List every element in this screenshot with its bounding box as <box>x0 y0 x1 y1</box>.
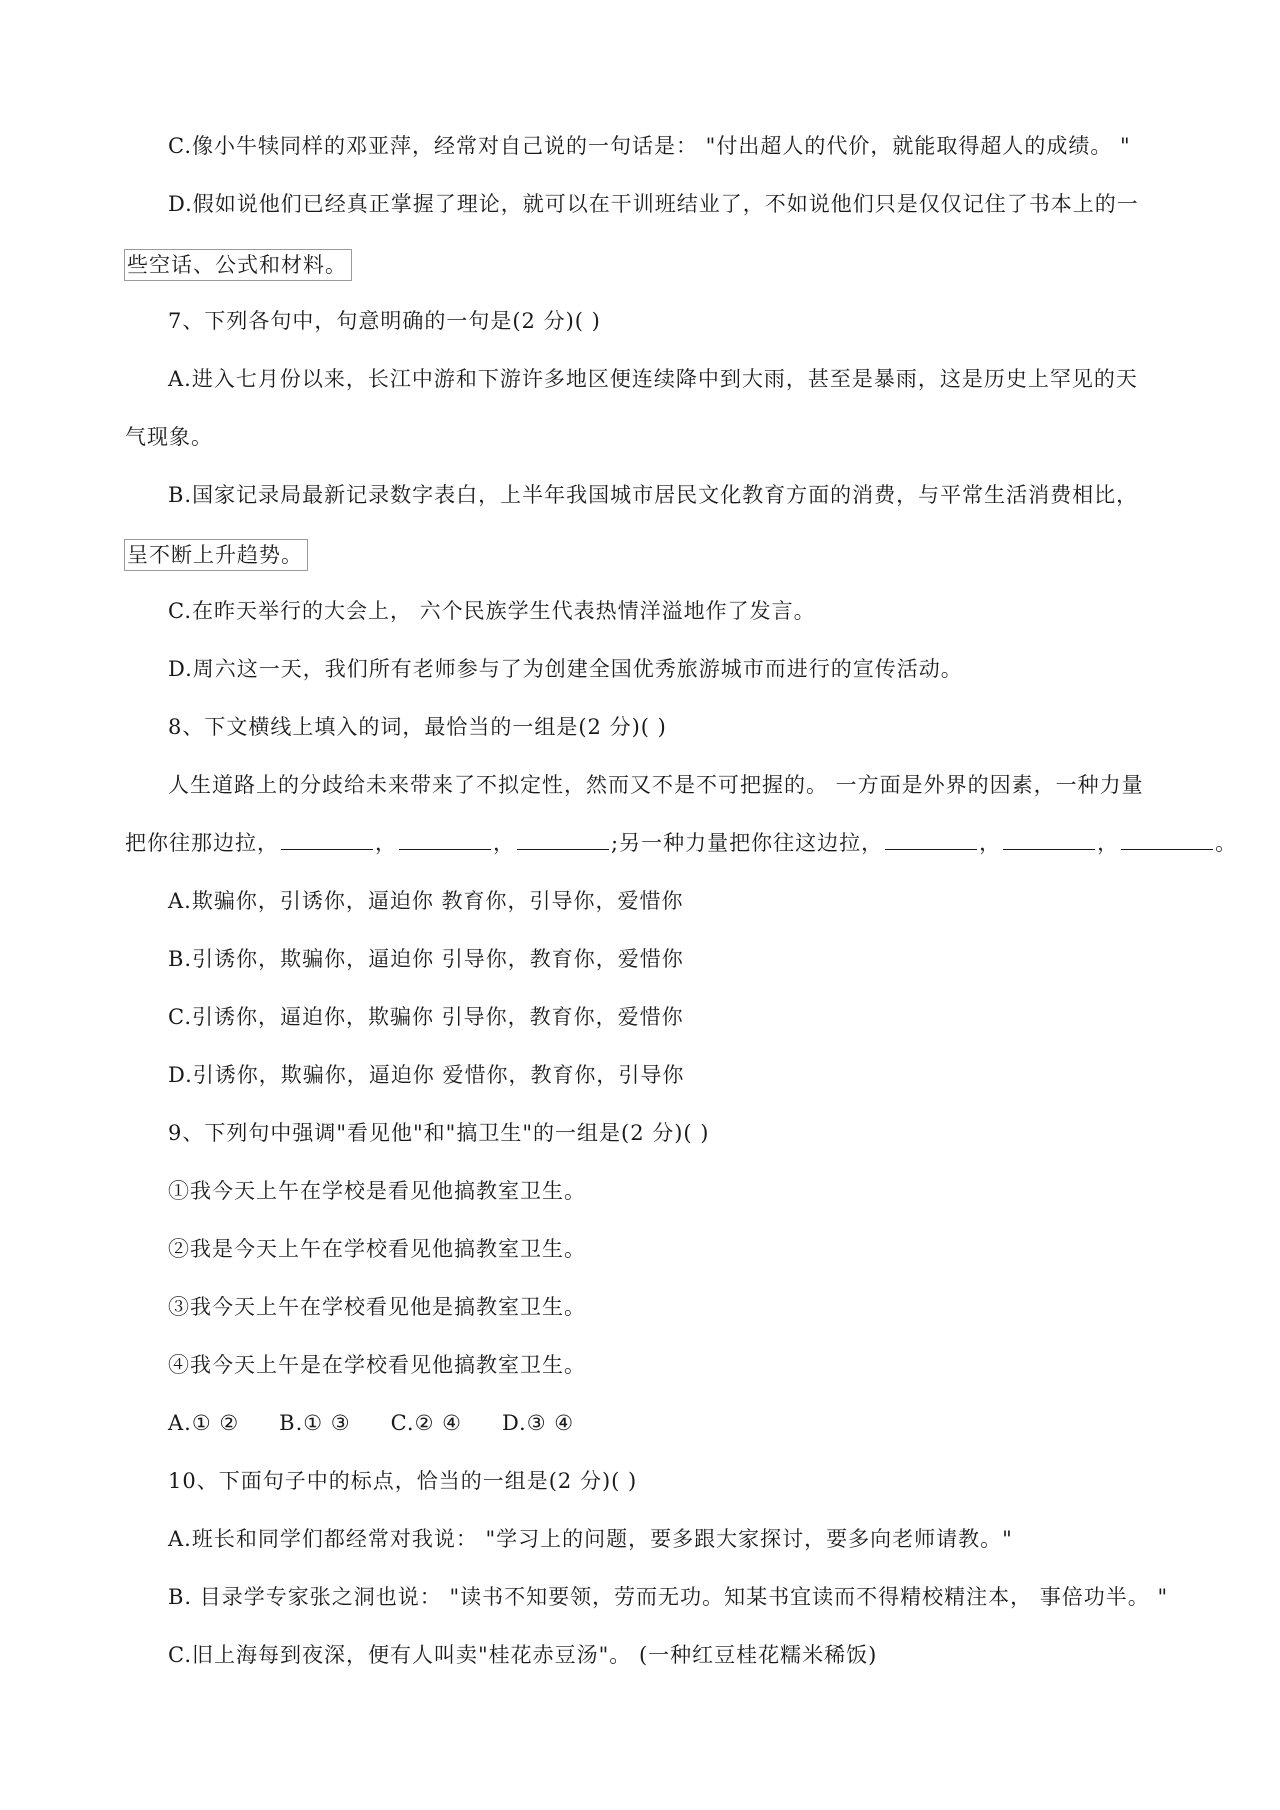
answer-blank-6[interactable] <box>1121 829 1213 850</box>
q7-option-a-line1: A.进入七月份以来，长江中游和下游许多地区便连续降中到大雨，甚至是暴雨，这是历史上罕见的天 <box>168 367 1138 391</box>
answer-blank-1[interactable] <box>281 829 373 850</box>
q6-option-d-line1: D.假如说他们已经真正掌握了理论，就可以在干训班结业了，不如说他们只是仅仅记住了书本上的一 <box>168 192 1139 216</box>
q8-option-b: B.引诱你，欺骗你，逼迫你 引导你，教育你，爱惜你 <box>168 947 684 971</box>
q8-passage-text: 把你往那边拉， <box>125 831 279 855</box>
q10-option-a: A.班长和同学们都经常对我说： "学习上的问题，要多跟大家探讨，要多向老师请教。" <box>168 1527 1013 1551</box>
q8-option-a: A.欺骗你，引诱你，逼迫你 教育你，引导你，爱惜你 <box>168 889 684 913</box>
q9-option-a: A.① ② <box>168 1411 240 1435</box>
period: 。 <box>1215 831 1238 855</box>
q7-option-a-line2: 气现象。 <box>125 425 213 449</box>
q9-options <box>168 1409 574 1437</box>
q10-option-c: C.旧上海每到夜深，便有人叫卖"桂花赤豆汤"。 (一种红豆桂花糯米稀饭) <box>168 1643 878 1667</box>
q9-option-c: C.② ④ <box>390 1411 462 1435</box>
answer-blank-3[interactable] <box>517 829 609 850</box>
q8-stem: 8、下文横线上填入的词，最恰当的一组是(2 分)( ) <box>168 715 667 739</box>
q10-option-b: B. 目录学专家张之洞也说： "读书不知要领，劳而无功。知某书宜读而不得精校精注本， 事倍功半。 " <box>168 1585 1169 1609</box>
q9-sentence-1: ①我今天上午在学校是看见他搞教室卫生。 <box>168 1179 586 1203</box>
q8-passage-text-2: ;另一种力量把你往这边拉， <box>611 831 884 855</box>
q8-option-c: C.引诱你，逼迫你，欺骗你 引导你，教育你，爱惜你 <box>168 1005 684 1029</box>
q9-stem: 9、下列句中强调"看见他"和"搞卫生"的一组是(2 分)( ) <box>168 1121 710 1145</box>
q7-option-b-line2: 呈不断上升趋势。 <box>124 539 308 571</box>
q9-option-d: D.③ ④ <box>501 1411 575 1435</box>
q7-option-b-line1: B.国家记录局最新记录数字表白，上半年我国城市居民文化教育方面的消费，与平常生活消费相比， <box>168 483 1139 507</box>
comma: ， <box>493 831 515 855</box>
q7-stem: 7、下列各句中，句意明确的一句是(2 分)( ) <box>168 309 601 333</box>
q6-option-d-line2: 些空话、公式和材料。 <box>124 249 352 281</box>
q7-option-d: D.周六这一天，我们所有老师参与了为创建全国优秀旅游城市而进行的宣传活动。 <box>168 657 963 681</box>
q9-option-b: B.① ③ <box>279 1411 351 1435</box>
answer-blank-4[interactable] <box>885 829 977 850</box>
comma: ， <box>1097 831 1120 855</box>
q9-sentence-3: ③我今天上午在学校看见他是搞教室卫生。 <box>168 1295 586 1319</box>
q6-option-c: C.像小牛犊同样的邓亚萍，经常对自己说的一句话是： "付出超人的代价，就能取得超人的成绩。 " <box>168 134 1131 158</box>
answer-blank-5[interactable] <box>1003 829 1095 850</box>
q8-option-d: D.引诱你，欺骗你，逼迫你 爱惜你，教育你，引导你 <box>168 1063 685 1087</box>
answer-blank-2[interactable] <box>399 829 491 850</box>
q8-passage-line2 <box>125 829 1237 857</box>
q8-passage-line1: 人生道路上的分歧给未来带来了不拟定性，然而又不是不可把握的。 一方面是外界的因素，一种力量 <box>168 773 1144 797</box>
comma: ， <box>375 831 397 855</box>
q7-option-c: C.在昨天举行的大会上， 六个民族学生代表热情洋溢地作了发言。 <box>168 599 816 623</box>
q9-sentence-4: ④我今天上午是在学校看见他搞教室卫生。 <box>168 1353 586 1377</box>
q10-stem: 10、下面句子中的标点，恰当的一组是(2 分)( ) <box>168 1469 638 1493</box>
comma: ， <box>979 831 1002 855</box>
q9-sentence-2: ②我是今天上午在学校看见他搞教室卫生。 <box>168 1237 586 1261</box>
